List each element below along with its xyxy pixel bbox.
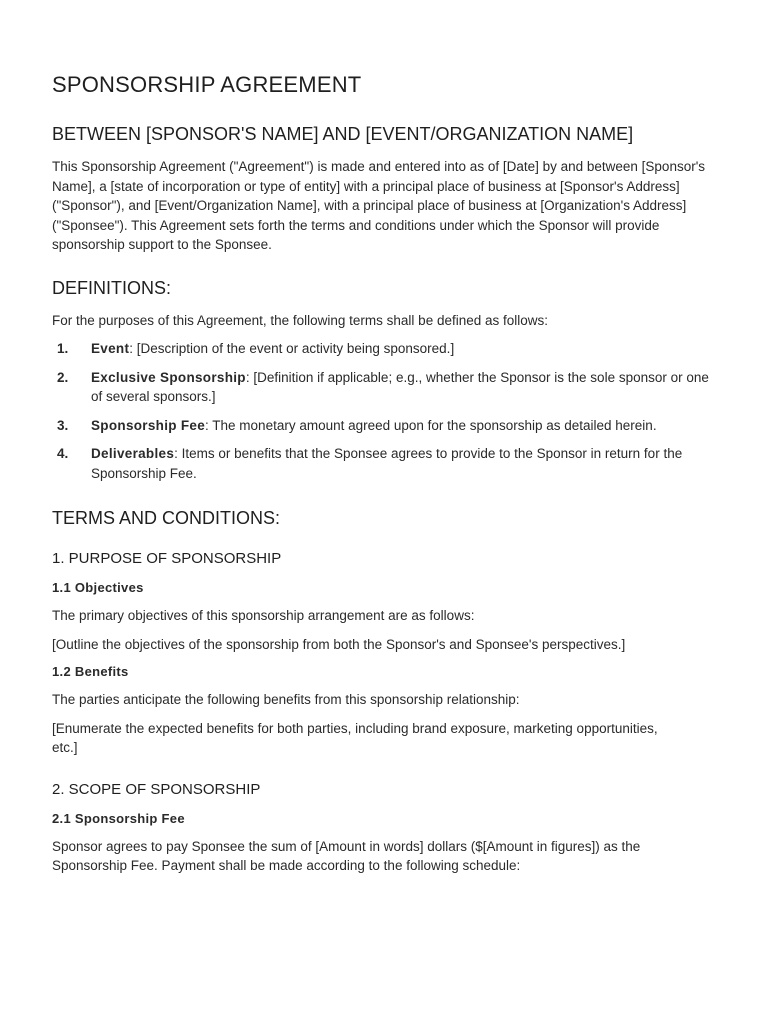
definition-number: 4. <box>57 446 69 461</box>
definition-number: 2. <box>57 369 69 385</box>
section-1-heading: 1. PURPOSE OF SPONSORSHIP <box>52 550 282 567</box>
definition-text: : [Description of the event or activity being sponsored.] <box>129 341 455 356</box>
definition-term: Event <box>91 341 130 356</box>
document-title: SPONSORSHIP AGREEMENT <box>52 72 362 97</box>
definition-item <box>52 339 718 359</box>
benefits-lead: The parties anticipate the following benefits from this sponsorship relationship: <box>52 692 520 707</box>
definition-text: : [Definition if applicable; e.g., whether the Sponsor is the sole sponsor or one of several sponsors.] <box>91 369 709 404</box>
definition-item <box>52 368 718 407</box>
definition-number: 3. <box>57 417 69 433</box>
terms-heading: TERMS AND CONDITIONS: <box>52 508 281 528</box>
fee-heading: 2.1 Sponsorship Fee <box>52 810 185 826</box>
definition-term: Deliverables <box>91 446 175 461</box>
definitions-heading: DEFINITIONS: <box>52 277 172 298</box>
definition-item <box>52 444 718 483</box>
definition-number: 1. <box>57 341 69 356</box>
benefits-heading: 1.2 Benefits <box>52 664 129 679</box>
definition-term: Sponsorship Fee <box>91 417 206 433</box>
intro-paragraph: This Sponsorship Agreement ("Agreement") is made and entered into as of [Date] by and between [Sponsor's Name], a [state of incorporation or type of entity] with a principal place of business at [Sponsor's Address] ("Sponsor"), and [Event/Organization Name], with a principal place of business at [Organization's Address] ("Sponsee"). This Agreement sets forth the terms and conditions under which the Sponsor will provide sponsorship support to the Sponsee. <box>52 159 706 252</box>
document-subtitle: BETWEEN [SPONSOR'S NAME] AND [EVENT/ORGANIZATION NAME] <box>52 124 634 144</box>
definitions-list <box>52 339 718 483</box>
definition-item <box>52 416 718 436</box>
objectives-lead: The primary objectives of this sponsorship arrangement are as follows: <box>52 608 475 623</box>
definitions-lead: For the purposes of this Agreement, the following terms shall be defined as follows: <box>52 312 549 328</box>
definition-text: : Items or benefits that the Sponsee agrees to provide to the Sponsor in return for the Sponsorship Fee. <box>91 446 683 481</box>
objectives-placeholder: [Outline the objectives of the sponsorship from both the Sponsor's and Sponsee's perspectives.] <box>52 636 626 652</box>
benefits-placeholder: [Enumerate the expected benefits for both parties, including brand exposure, marketing opportunities, etc.] <box>52 720 658 755</box>
fee-paragraph: Sponsor agrees to pay Sponsee the sum of [Amount in words] dollars ($[Amount in figures]) as the Sponsorship Fee. Payment shall be made according to the following schedule: <box>52 838 641 873</box>
definition-text: : The monetary amount agreed upon for the sponsorship as detailed herein. <box>205 417 657 433</box>
objectives-heading: 1.1 Objectives <box>52 580 144 595</box>
section-2-heading: 2. SCOPE OF SPONSORSHIP <box>52 780 261 798</box>
definition-term: Exclusive Sponsorship <box>91 369 246 385</box>
